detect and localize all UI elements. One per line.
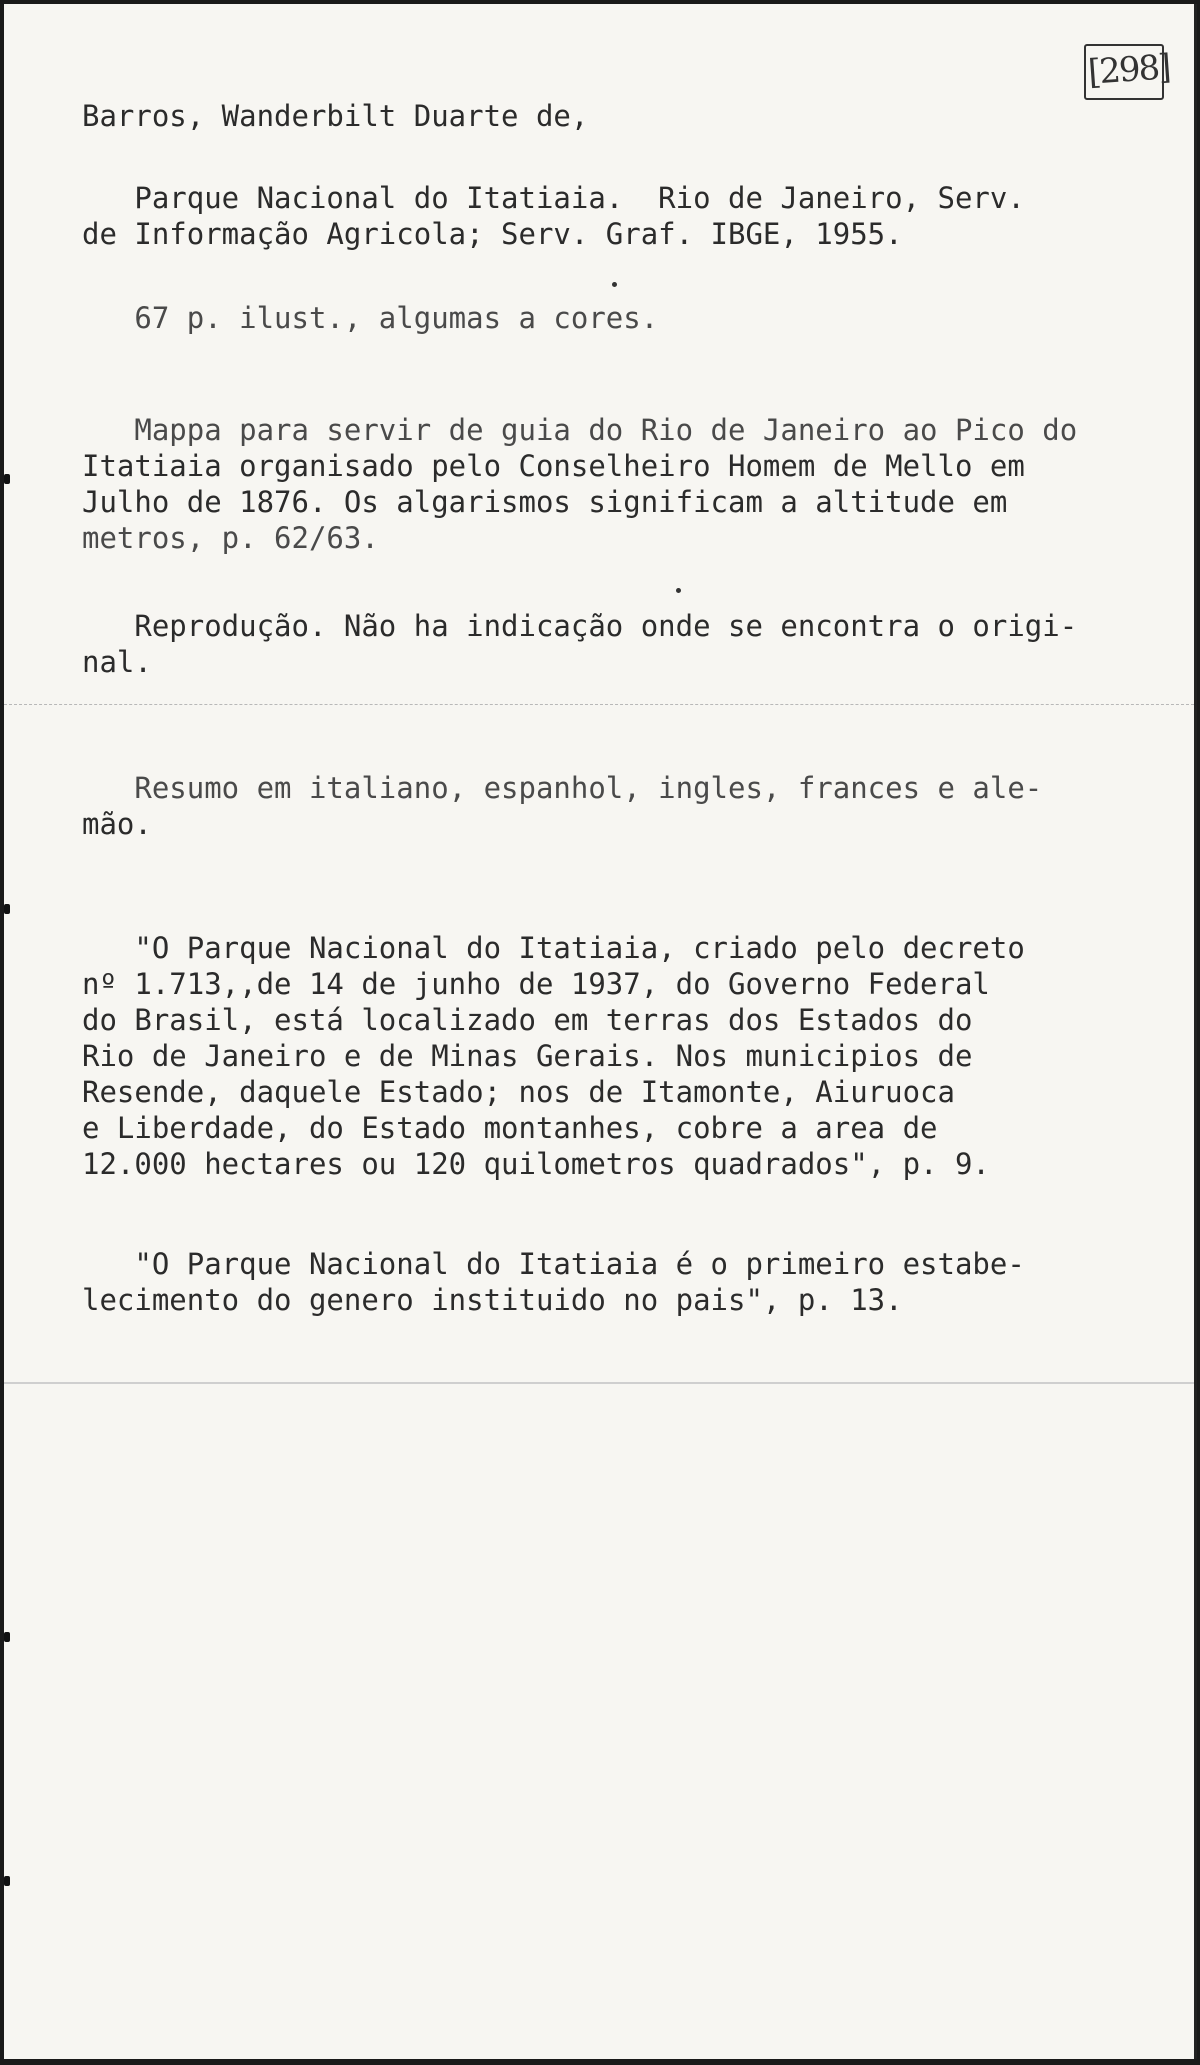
fold-line xyxy=(4,704,1194,705)
note-line: Itatiaia organisado pelo Conselheiro Homem de Mello em xyxy=(82,449,1025,483)
citation-line: Parque Nacional do Itatiaia. Rio de Janeiro, Serv. xyxy=(82,181,1025,215)
extent-line: 67 p. ilust., algumas a cores. xyxy=(82,301,659,335)
margin-mark xyxy=(4,904,10,914)
quote-line: "O Parque Nacional do Itatiaia, criado pelo decreto xyxy=(82,931,1025,965)
quote-line: e Liberdade, do Estado montanhes, cobre a area de xyxy=(82,1111,938,1145)
reproduction-line: nal. xyxy=(82,645,152,679)
quote-line: Rio de Janeiro e de Minas Gerais. Nos municipios de xyxy=(82,1039,973,1073)
quote-line: nº 1.713,,de 14 de junho de 1937, do Governo Federal xyxy=(82,967,990,1001)
note-line: Mappa para servir de guia do Rio de Janeiro ao Pico do xyxy=(82,413,1078,447)
fold-line xyxy=(4,1382,1194,1384)
summary-line: mão. xyxy=(82,807,152,841)
catalog-card xyxy=(4,4,1197,2059)
summary-line: Resumo em italiano, espanhol, ingles, frances e ale- xyxy=(82,771,1043,805)
reproduction-line: Reprodução. Não ha indicação onde se encontra o origi- xyxy=(82,609,1078,643)
margin-mark xyxy=(4,1876,10,1886)
ink-fleck xyxy=(612,282,617,287)
margin-mark xyxy=(4,1632,10,1642)
margin-mark xyxy=(4,474,10,484)
note-line: metros, p. 62/63. xyxy=(82,521,379,555)
quote-line: lecimento do genero instituido no pais", p. 13. xyxy=(82,1283,903,1317)
quote-line: "O Parque Nacional do Itatiaia é o primeiro estabe- xyxy=(82,1247,1025,1281)
catalog-number-stamp xyxy=(1082,44,1171,100)
author-heading: Barros, Wanderbilt Duarte de, xyxy=(82,99,589,133)
ink-fleck xyxy=(676,588,681,593)
citation-line: de Informação Agricola; Serv. Graf. IBGE, 1955. xyxy=(82,217,903,251)
quote-line: do Brasil, está localizado em terras dos Estados do xyxy=(82,1003,973,1037)
note-line: Julho de 1876. Os algarismos significam a altitude em xyxy=(82,485,1008,519)
quote-line: 12.000 hectares ou 120 quilometros quadrados", p. 9. xyxy=(82,1147,990,1181)
quote-line: Resende, daquele Estado; nos de Itamonte, Aiuruoca xyxy=(82,1075,955,1109)
stamp-text: [298] xyxy=(1086,47,1171,93)
